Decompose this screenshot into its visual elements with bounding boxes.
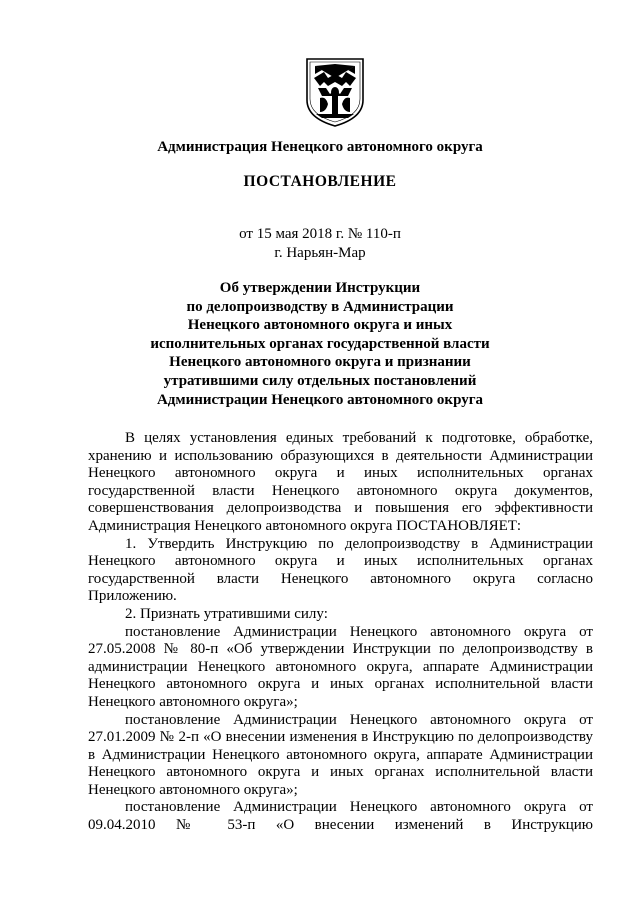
date-and-place	[0, 225, 640, 263]
subject-line: Администрации Ненецкого автономного округа	[156, 391, 484, 408]
subject-line: Ненецкого автономного округа и иных	[187, 317, 453, 334]
subject-line: Ненецкого автономного округа и признании	[169, 354, 471, 371]
body-paragraph: постановление Администрации Ненецкого автономного округа от 09.04.2010 № 53-п «О внесении изменений в Инструкцию	[88, 799, 593, 834]
date-number: от 15 мая 2018 г. № 110-п	[239, 226, 401, 242]
subject-line: Об утверждении Инструкции	[219, 280, 421, 296]
place: г. Нарьян-Мар	[274, 245, 366, 261]
document-body	[88, 430, 593, 835]
subject-line: исполнительных органах государственной власти	[150, 335, 490, 352]
body-paragraph: 1. Утвердить Инструкцию по делопроизводству в Администрации Ненецкого автономного округа и иных исполнительных органах государственной власти Ненецкого автономного округа согласно Приложению.	[88, 535, 593, 605]
document-type: ПОСТАНОВЛЕНИЕ	[243, 173, 397, 190]
organization-name: Администрация Ненецкого автономного округа	[157, 139, 483, 155]
body-paragraph: 2. Признать утратившими силу:	[125, 605, 328, 622]
subject-line: утратившими силу отдельных постановлений	[163, 372, 477, 389]
body-paragraph: В целях установления единых требований к подготовке, обработке, хранению и использованию образующихся в деятельности Администрации Ненецкого автономного округа и иных исполнительных органах государственной власти Ненецкого автономного округа документов, совершенствования делопроизводства и повышения его эффективности Администрация Ненецкого автономного округа ПОСТАНОВЛЯЕТ:	[88, 430, 593, 534]
body-paragraph: постановление Администрации Ненецкого автономного округа от 27.05.2008 № 80-п «Об утверждении Инструкции по делопроизводству в администрации Ненецкого автономного округа, аппарате Администрации Ненецкого автономного округа и иных органах исполнительной власти Ненецкого автономного округа»;	[88, 623, 593, 710]
document-subject	[0, 279, 640, 409]
body-paragraph: постановление Администрации Ненецкого автономного округа от 27.01.2009 № 2-п «О внесении изменения в Инструкцию по делопроизводству в Администрации Ненецкого автономного округа, аппарате Администрации Ненецкого автономного округа и иных органах исполнительной власти Ненецкого автономного округа»;	[88, 711, 593, 798]
coat-of-arms-icon	[304, 56, 366, 128]
subject-line: по делопроизводству в Администрации	[186, 298, 454, 315]
